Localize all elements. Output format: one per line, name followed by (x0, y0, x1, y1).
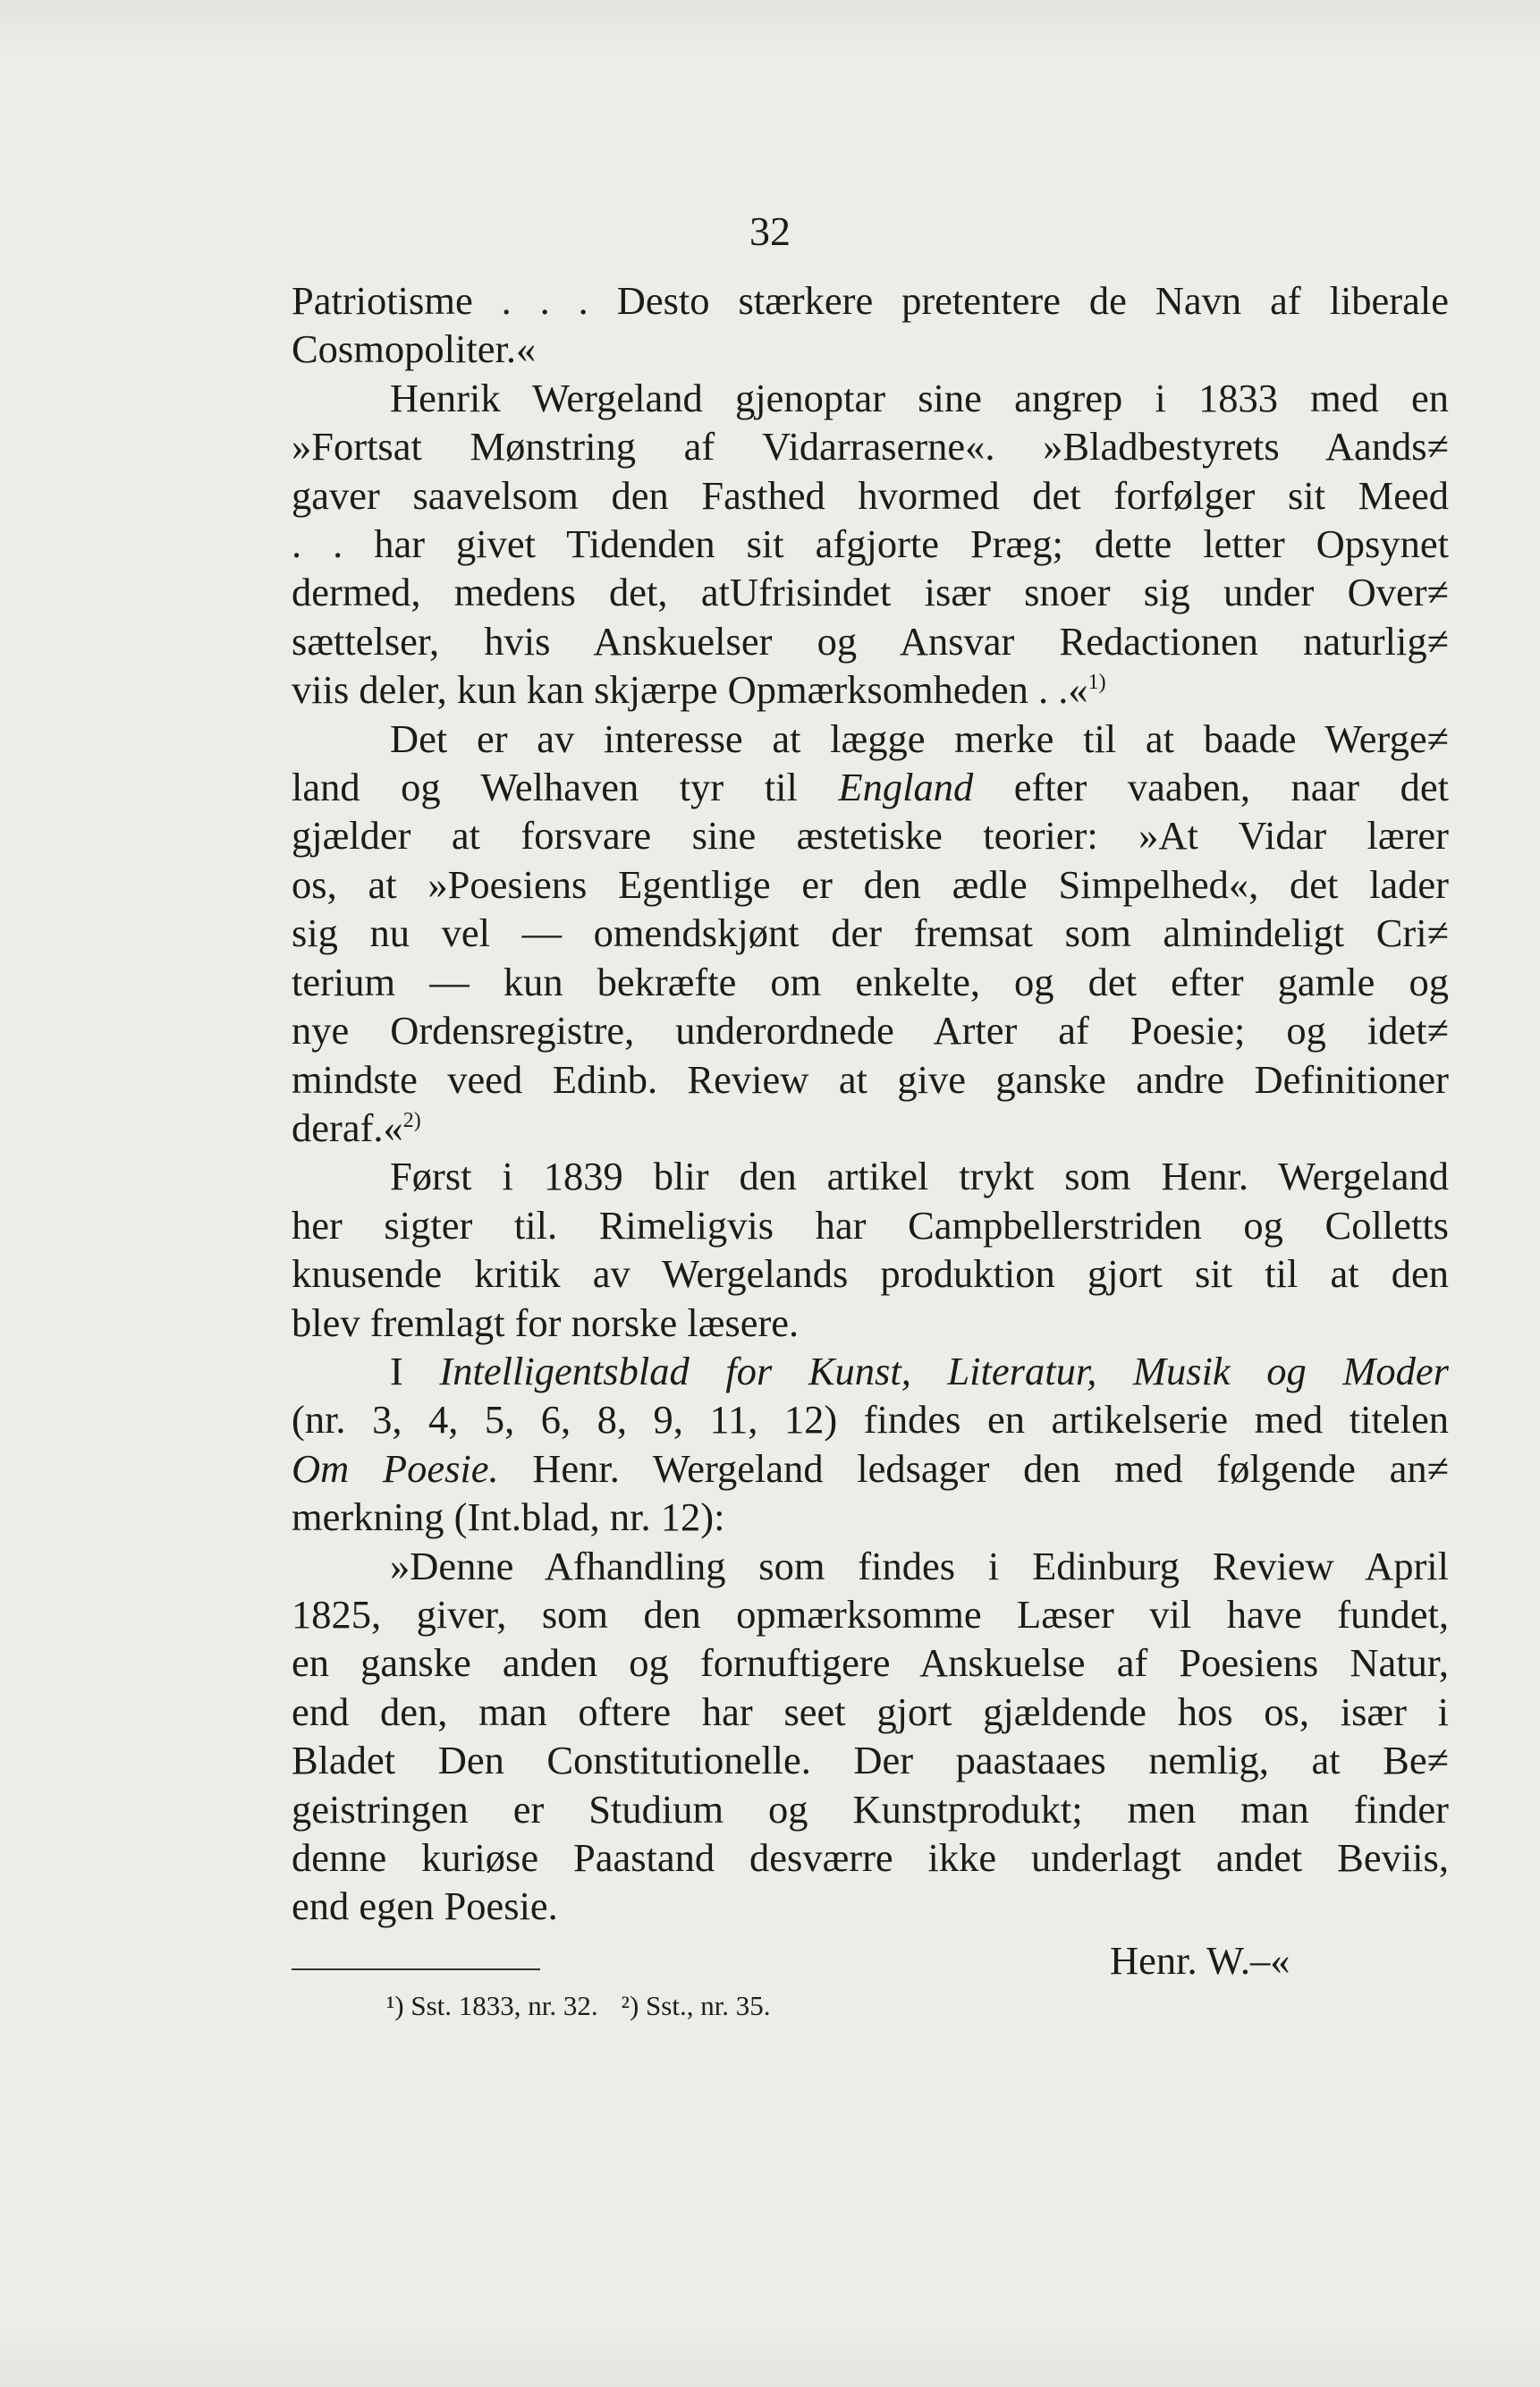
footnote-ref: 2) (402, 1108, 421, 1132)
text-line: Cosmopoliter.« (292, 326, 537, 372)
text-line: mindste veed Edinb. Review at give ganske andre Definitioner (292, 1056, 1449, 1102)
footnote-text: Sst. 1833, nr. 32. (410, 1990, 598, 2021)
text-segment: deraf.« (292, 1105, 403, 1150)
text-line (292, 763, 1449, 811)
text-line (292, 1104, 1449, 1152)
text-line: sættelser, hvis Anskuelser og Ansvar Redactionen naturlig≠ (292, 618, 1449, 664)
text-segment: Henr. Wergeland ledsager den med følgende an≠ (532, 1445, 1449, 1491)
text-line (292, 1347, 1449, 1395)
text-line: Først i 1839 blir den artikel trykt som Henr. Wergeland (390, 1154, 1449, 1199)
footnote-divider (292, 1968, 540, 1970)
text-line: 1825, giver, som den opmærksomme Læser vil have fundet, (292, 1591, 1449, 1637)
text-line: gaver saavelsom den Fasthed hvormed det forfølger sit Meed (292, 472, 1449, 518)
text-segment: I (390, 1348, 403, 1393)
text-line (292, 1444, 1449, 1493)
text-line: en ganske anden og fornuftigere Anskuelse af Poesiens Natur, (292, 1640, 1449, 1686)
footnote-ref: 1) (1087, 671, 1106, 695)
text-segment: efter vaaben, naar det (1013, 765, 1450, 810)
text-segment: land og Welhaven tyr til (292, 765, 798, 810)
text-line: merkning (Int.blad, nr. 12): (292, 1494, 725, 1540)
text-line: »Fortsat Mønstring af Vidarraserne«. »Bladbestyrets Aands≠ (292, 424, 1449, 470)
text-line: end egen Poesie. (292, 1883, 558, 1929)
text-line: . . har givet Tidenden sit afgjorte Præg; dette letter Opsynet (292, 521, 1449, 567)
text-line: Patriotisme . . . Desto stærkere pretentere de Navn af liberale (292, 278, 1449, 323)
body-text (292, 276, 1449, 1985)
text-line: Det er av interesse at lægge merke til at baade Werge≠ (390, 715, 1449, 761)
page-number: 32 (749, 208, 791, 254)
text-line: her sigter til. Rimeligvis har Campbellerstriden og Colletts (292, 1202, 1449, 1248)
text-line: sig nu vel — omendskjønt der fremsat som almindeligt Cri≠ (292, 910, 1449, 956)
italic-title: Intelligentsblad for Kunst, Literatur, Musik og Moder (439, 1348, 1450, 1393)
footnote-text: Sst., nr. 35. (646, 1990, 771, 2021)
footnote-mark: ¹) (386, 1990, 404, 2021)
text-line: geistringen er Studium og Kunstprodukt; men man finder (292, 1786, 1449, 1832)
signature: Henr. W.–« (1110, 1937, 1290, 1983)
text-line: terium — kun bekræfte om enkelte, og det efter gamle og (292, 959, 1449, 1004)
text-line: Henrik Wergeland gjenoptar sine angrep i 1833 med en (390, 375, 1449, 420)
text-line: blev fremlagt for norske læsere. (292, 1299, 800, 1345)
text-line: Bladet Den Constitutionelle. Der paastaaes nemlig, at Be≠ (292, 1738, 1449, 1783)
text-line: gjælder at forsvare sine æstetiske teorier: »At Vidar lærer (292, 813, 1449, 859)
italic-title: Om Poesie. (292, 1445, 499, 1491)
text-line: end den, man oftere har seet gjort gjældende hos os, især i (292, 1689, 1449, 1734)
italic-word: England (838, 765, 974, 810)
text-segment: viis deler, kun kan skjærpe Opmærksomheden . .« (292, 667, 1088, 713)
text-line: (nr. 3, 4, 5, 6, 8, 9, 11, 12) findes en artikelserie med titelen (292, 1397, 1449, 1443)
text-line: knusende kritik av Wergelands produktion gjort sit til at den (292, 1251, 1449, 1297)
text-line: dermed, medens det, atUfrisindet især snoer sig under Over≠ (292, 570, 1449, 615)
text-line: os, at »Poesiens Egentlige er den ædle Simpelhed«, det lader (292, 861, 1449, 907)
text-line: denne kuriøse Paastand desværre ikke underlagt andet Beviis, (292, 1835, 1449, 1880)
text-line: »Denne Afhandling som findes i Edinburg Review April (390, 1543, 1449, 1588)
text-line: nye Ordensregistre, underordnede Arter af Poesie; og idet≠ (292, 1008, 1449, 1054)
footnotes (386, 1990, 771, 2022)
footnote-mark: ²) (621, 1990, 639, 2021)
text-line (292, 665, 1449, 714)
